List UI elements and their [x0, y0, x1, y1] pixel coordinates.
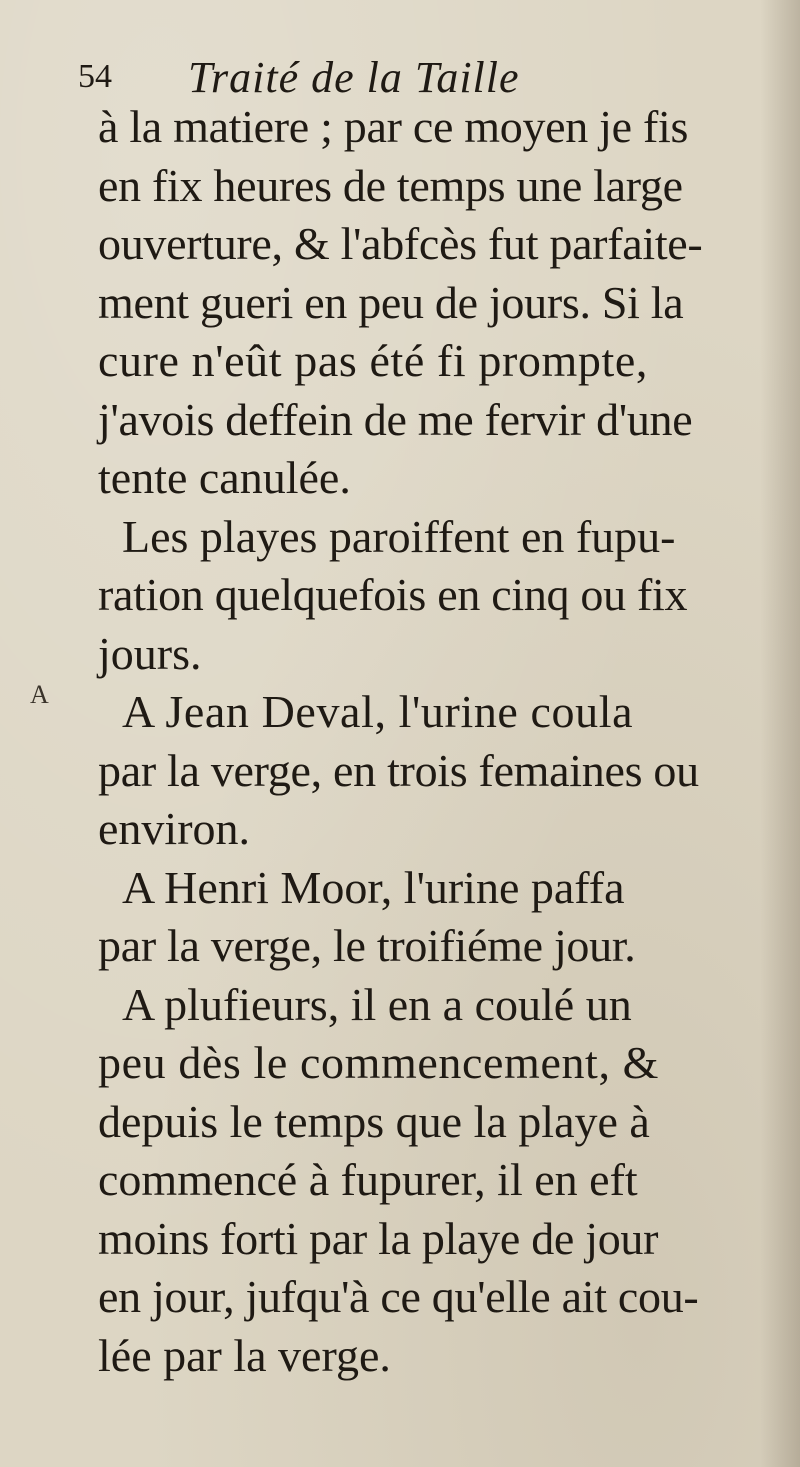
text-line: jours.: [98, 627, 202, 679]
text-line: ouverture, & l'abfcès fut parfaite-: [98, 218, 703, 269]
paragraph-start: A plufieurs, il en a coulé un: [122, 978, 632, 1030]
page-header: [78, 52, 738, 102]
text-line: tente canulée.: [98, 452, 351, 503]
text-line: j'avois deffein de me fervir d'une: [98, 393, 693, 445]
text-line: environ.: [98, 803, 251, 854]
text-line: depuis le temps que la playe à: [98, 1095, 650, 1147]
paragraph-start: A Jean Deval, l'urine coula: [122, 686, 634, 737]
page-number: 54: [78, 58, 112, 95]
text-line: en fix heures de temps une large: [98, 159, 683, 211]
text-line: par la verge, en trois femaines ou: [98, 744, 699, 796]
page-edge-shadow: [760, 0, 800, 1467]
text-line: ration quelquefois en cinq ou fix: [98, 569, 688, 620]
paragraph-start: A Henri Moor, l'urine paffa: [122, 861, 625, 913]
text-line: commencé à fupurer, il en eft: [98, 1154, 638, 1205]
text-line: par la verge, le troifiéme jour.: [98, 920, 636, 971]
text-line: peu dès le commencement, &: [98, 1037, 660, 1088]
text-line: cure n'eût pas été fi prompte,: [98, 335, 648, 386]
text-line: moins forti par la playe de jour: [98, 1212, 659, 1264]
body-text: [98, 98, 778, 1385]
paragraph-start: Les playes paroiffent en fupu-: [122, 510, 676, 562]
margin-mark: A: [30, 680, 49, 709]
running-title: Traité de la Taille: [188, 53, 520, 102]
text-line: ment gueri en peu de jours. Si la: [98, 276, 684, 328]
text-line: à la matiere ; par ce moyen je fis: [98, 101, 689, 152]
text-line: lée par la verge.: [98, 1329, 391, 1381]
text-line: en jour, jufqu'à ce qu'elle ait cou-: [98, 1271, 699, 1322]
